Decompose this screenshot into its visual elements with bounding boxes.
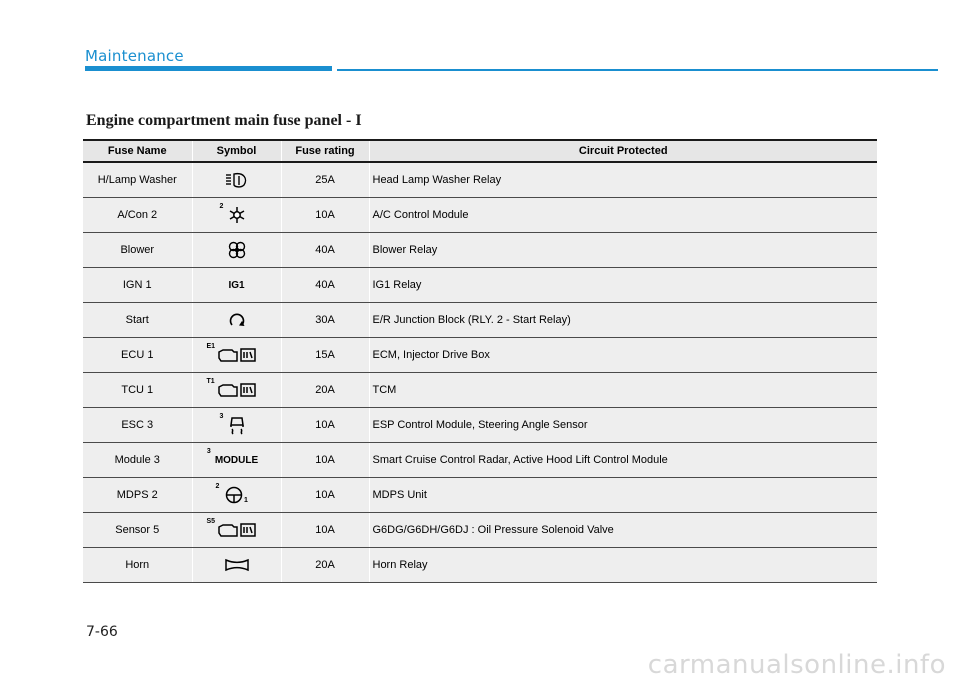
fuse-rating-cell: 10A — [281, 198, 369, 233]
fuse-symbol — [219, 412, 246, 438]
symbol-text: IG1 — [228, 280, 245, 291]
circuit-protected-cell: TCM — [369, 373, 877, 408]
fuse-name-cell: Horn — [83, 548, 192, 583]
table-row — [83, 373, 877, 408]
symbol-cell — [192, 268, 281, 303]
table-row — [83, 443, 877, 478]
start-arrow-icon — [227, 314, 247, 326]
fuse-name-cell: TCU 1 — [83, 373, 192, 408]
fuse-symbol — [219, 202, 246, 228]
symbol-cell — [192, 162, 281, 198]
table-row — [83, 162, 877, 198]
header-rule-thin — [337, 69, 938, 71]
fuse-rating-cell: 40A — [281, 268, 369, 303]
circuit-protected-cell: Head Lamp Washer Relay — [369, 162, 877, 198]
fuse-symbol — [206, 517, 259, 543]
headlamp-washer-icon — [224, 174, 250, 186]
circuit-protected-cell: Horn Relay — [369, 548, 877, 583]
fuse-rating-cell: 20A — [281, 373, 369, 408]
fuse-name-cell: Module 3 — [83, 443, 192, 478]
esc-skid-icon — [228, 419, 246, 431]
fuse-name-cell: Blower — [83, 233, 192, 268]
circuit-protected-cell: ESP Control Module, Steering Angle Sensor — [369, 408, 877, 443]
engine-ecu-icon — [215, 349, 259, 361]
symbol-cell — [192, 443, 281, 478]
symbol-cell — [192, 233, 281, 268]
fuse-name-cell: MDPS 2 — [83, 478, 192, 513]
symbol-superscript: 2 — [215, 483, 220, 490]
fuse-name-cell: ESC 3 — [83, 408, 192, 443]
fuse-name-cell: Sensor 5 — [83, 513, 192, 548]
fuse-name-cell: A/Con 2 — [83, 198, 192, 233]
symbol-superscript: E1 — [206, 343, 216, 350]
watermark: carmanualsonline.info — [647, 650, 946, 680]
table-row — [83, 198, 877, 233]
symbol-text: MODULE — [214, 455, 259, 466]
fuse-name-cell: ECU 1 — [83, 338, 192, 373]
fuse-rating-cell: 40A — [281, 233, 369, 268]
symbol-cell — [192, 513, 281, 548]
svg-text:1: 1 — [243, 497, 248, 505]
circuit-protected-cell: Blower Relay — [369, 233, 877, 268]
fuse-table — [83, 139, 877, 583]
steering-wheel-icon — [224, 489, 250, 505]
table-row — [83, 478, 877, 513]
fuse-symbol — [206, 447, 259, 473]
fuse-name-cell: H/Lamp Washer — [83, 162, 192, 198]
fuse-symbol — [215, 482, 250, 508]
circuit-protected-cell: G6DG/G6DH/G6DJ : Oil Pressure Solenoid Valve — [369, 513, 877, 548]
column-header-fuse-name: Fuse Name — [83, 140, 192, 162]
circuit-protected-cell: E/R Junction Block (RLY. 2 - Start Relay) — [369, 303, 877, 338]
ac-snowflake-icon — [228, 209, 246, 221]
circuit-protected-cell: ECM, Injector Drive Box — [369, 338, 877, 373]
fuse-rating-cell: 10A — [281, 478, 369, 513]
symbol-cell — [192, 478, 281, 513]
circuit-protected-cell: IG1 Relay — [369, 268, 877, 303]
fuse-symbol — [224, 552, 250, 578]
page-title: Engine compartment main fuse panel - I — [86, 112, 362, 129]
symbol-superscript: 3 — [206, 448, 211, 455]
header-rule-thick — [85, 66, 332, 71]
fuse-rating-cell: 30A — [281, 303, 369, 338]
section-label: Maintenance — [85, 47, 184, 65]
fuse-rating-cell: 20A — [281, 548, 369, 583]
symbol-superscript: 3 — [219, 413, 224, 420]
circuit-protected-cell: MDPS Unit — [369, 478, 877, 513]
symbol-cell — [192, 198, 281, 233]
table-row — [83, 408, 877, 443]
symbol-superscript: S5 — [206, 518, 216, 525]
fuse-rating-cell: 10A — [281, 443, 369, 478]
fuse-symbol — [206, 342, 259, 368]
fuse-symbol — [228, 272, 244, 298]
blower-fan-icon — [227, 244, 247, 256]
table-row — [83, 338, 877, 373]
symbol-cell — [192, 303, 281, 338]
symbol-cell — [192, 373, 281, 408]
column-header-symbol: Symbol — [192, 140, 281, 162]
fuse-symbol — [224, 167, 250, 193]
symbol-cell — [192, 408, 281, 443]
circuit-protected-cell: A/C Control Module — [369, 198, 877, 233]
symbol-cell — [192, 338, 281, 373]
symbol-superscript: 2 — [219, 203, 224, 210]
table-header-row — [83, 140, 877, 162]
engine-ecu-icon — [215, 524, 259, 536]
column-header-fuse-rating: Fuse rating — [281, 140, 369, 162]
circuit-protected-cell: Smart Cruise Control Radar, Active Hood Lift Control Module — [369, 443, 877, 478]
fuse-symbol — [227, 307, 247, 333]
engine-ecu-icon — [215, 384, 259, 396]
table-row — [83, 548, 877, 583]
fuse-name-cell: IGN 1 — [83, 268, 192, 303]
fuse-rating-cell: 25A — [281, 162, 369, 198]
table-row — [83, 268, 877, 303]
fuse-name-cell: Start — [83, 303, 192, 338]
symbol-cell — [192, 548, 281, 583]
fuse-rating-cell: 10A — [281, 513, 369, 548]
fuse-rating-cell: 15A — [281, 338, 369, 373]
table-row — [83, 233, 877, 268]
fuse-symbol — [227, 237, 247, 263]
fuse-symbol — [206, 377, 259, 403]
page-number: 7-66 — [86, 624, 118, 640]
table-row — [83, 513, 877, 548]
horn-icon — [224, 559, 250, 571]
column-header-circuit-protected: Circuit Protected — [369, 140, 877, 162]
table-row — [83, 303, 877, 338]
symbol-superscript: T1 — [206, 378, 215, 385]
fuse-rating-cell: 10A — [281, 408, 369, 443]
